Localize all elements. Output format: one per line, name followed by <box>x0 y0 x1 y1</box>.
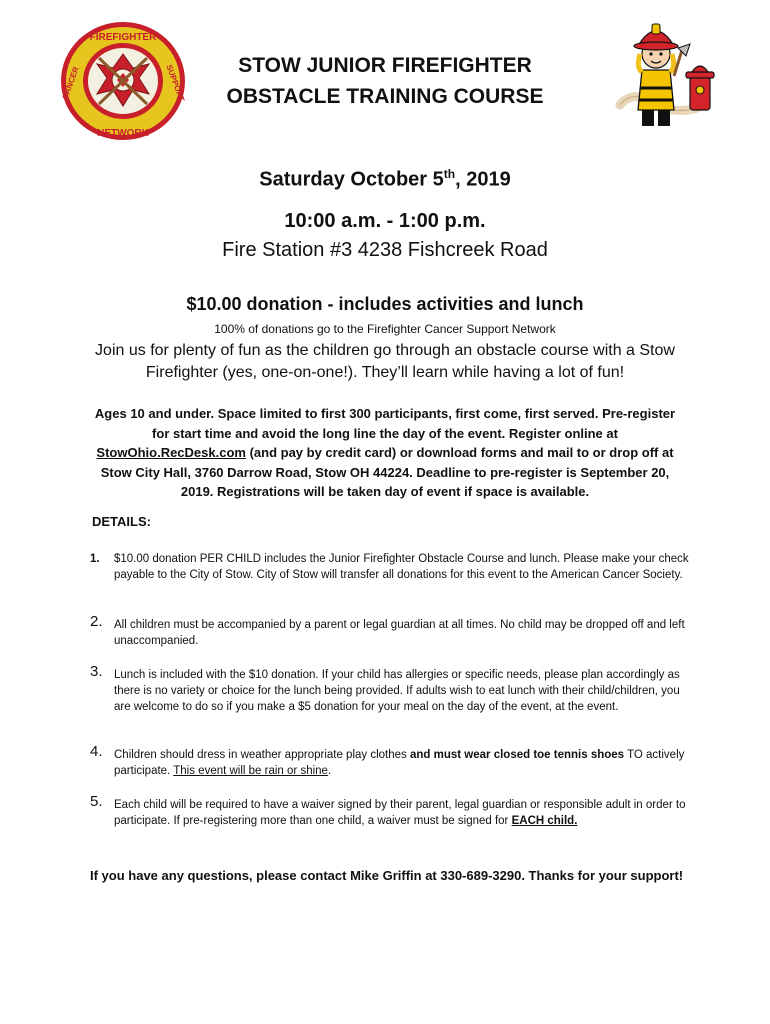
event-time: 10:00 a.m. - 1:00 p.m. <box>284 210 486 232</box>
event-date-suffix: , 2019 <box>455 168 511 191</box>
details-item-number: 5. <box>90 793 103 810</box>
details-item-number: 1. <box>90 553 100 565</box>
child-firefighter-illustration <box>612 10 722 135</box>
item5-text-1: Each child will be required to have a waiver signed by their parent, legal guardian or responsible adult in order to participate. If pre-registering more than one child, a waiver must be signed for <box>114 799 686 827</box>
logo-ring-text-bottom: NETWORK <box>97 128 149 139</box>
logo-ring-text-top: FIREFIGHTER <box>89 32 157 43</box>
details-item-text: Lunch is included with the $10 donation. If your child has allergies or specific needs, please plan accordingly as there is no variety or choice for the lunch being provided. If adults wish to eat lunch with their child/children, you are welcome to do so if you make a $5 donation for your meal on the day of the event, at the event. <box>114 669 680 713</box>
item4-bold-text: and must wear closed toe tennis shoes <box>409 749 625 761</box>
item4-text-2: TO actively participate. <box>114 749 685 777</box>
details-item-2 <box>90 613 690 649</box>
contact-line: If you have any questions, please contact Mike Griffin at 330-689-3290. Thanks for your support! <box>90 868 684 883</box>
item4-text-1: Children should dress in weather appropriate play clothes <box>114 749 410 761</box>
item4-text-end: . <box>327 765 332 777</box>
registration-text-1: Ages 10 and under. Space limited to first 300 participants, first come, first served. Pre-register for start time and avoid the long line the day of the event. Register online at <box>94 406 676 441</box>
title-line-2: OBSTACLE TRAINING COURSE <box>226 85 544 108</box>
details-item-1 <box>90 551 690 583</box>
event-date-prefix: Saturday October 5 <box>259 168 444 191</box>
details-item-number: 4. <box>90 743 103 760</box>
title-line-1: STOW JUNIOR FIREFIGHTER <box>238 54 532 77</box>
details-item-text: All children must be accompanied by a parent or legal guardian at all times. No child may be dropped off and left unaccompanied. <box>114 619 685 647</box>
details-item-5 <box>90 793 690 829</box>
donation-headline: $10.00 donation - includes activities and lunch <box>186 294 584 314</box>
event-date-ordinal: th <box>443 167 456 181</box>
details-item-text: $10.00 donation PER CHILD includes the Junior Firefighter Obstacle Course and lunch. Please make your check payable to the City of Stow. City of Stow will transfer all donations for this event to the American Cancer Society. <box>114 553 689 581</box>
details-heading: DETAILS: <box>92 514 151 529</box>
event-date <box>60 167 710 192</box>
recdesk-link[interactable]: StowOhio.RecDesk.com <box>96 445 246 460</box>
logo-ring-text-left: CANCER <box>60 65 81 101</box>
details-item-text <box>114 747 690 779</box>
intro-paragraph: Join us for plenty of fun as the children go through an obstacle course with a Stow Firefighter (yes, one-on-one!). They’ll learn while having a lot of fun! <box>95 342 675 381</box>
details-item-number: 3. <box>90 663 103 680</box>
details-item-4 <box>90 743 690 779</box>
details-item-3 <box>90 663 690 715</box>
details-item-text <box>114 797 690 829</box>
item5-bold-underlined-text: EACH child. <box>511 815 578 827</box>
registration-paragraph <box>88 404 682 502</box>
item4-underlined-text: This event will be rain or shine <box>173 765 328 777</box>
registration-text-2: (and pay by credit card) or download forms and mail to or drop off at Stow City Hall, 3760 Darrow Road, Stow OH 44224. Deadline to pre-register is September 20, 2019. Registrations will be taken day of event if space is available. <box>100 445 674 499</box>
donation-note: 100% of donations go to the Firefighter Cancer Support Network <box>214 322 556 336</box>
logo-ring-text-right: SUPPORT <box>164 63 187 103</box>
details-item-number: 2. <box>90 613 103 630</box>
event-location: Fire Station #3 4238 Fishcreek Road <box>222 239 548 261</box>
